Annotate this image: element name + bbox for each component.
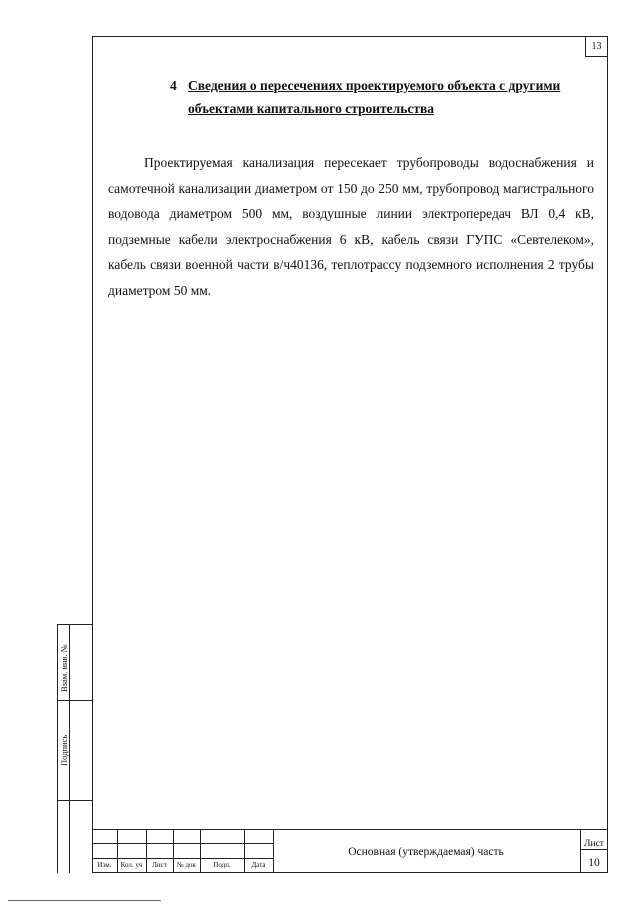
side-strip-line	[57, 800, 92, 801]
tb-line	[92, 843, 273, 844]
tb-line	[580, 849, 608, 850]
sheet-label: Лист	[584, 839, 604, 849]
side-strip-border-left	[57, 624, 58, 873]
tb-line	[92, 858, 273, 859]
page-number: 13	[585, 37, 607, 57]
col-data: Дата	[251, 861, 266, 869]
tb-line	[273, 829, 608, 830]
side-strip	[57, 624, 92, 873]
body-paragraph: Проектируемая канализация пересекает трубопроводы водоснабжения и самотечной канализации диаметром от 150 до 250 мм, трубопровод магистрального водовода диаметром 500 мм, воздушные линии электропередач ВЛ 0,4 кВ, подземные кабели электроснабжения 6 кВ, кабель связи ГУПС «Севтелеком», кабель связи военной части в/ч40136, теплотрассу подземного исполнения 2 трубы диаметром 50 мм.	[108, 155, 594, 298]
podpis-label: Подпись	[59, 734, 69, 766]
col-n-dok: № док	[177, 861, 196, 869]
title-block	[92, 829, 608, 873]
bottom-rule	[8, 900, 161, 901]
col-podp: Подп.	[213, 861, 231, 869]
col-list: Лист	[152, 861, 167, 869]
section-title: Сведения о пересечениях проектируемого объекта с другими объектами капитального строительства	[188, 78, 561, 116]
document-title: Основная (утверждаемая) часть	[348, 846, 504, 858]
side-strip-divider	[69, 624, 70, 873]
side-strip-line	[57, 700, 92, 701]
side-strip-top-line	[57, 624, 92, 625]
sheet-number: 10	[588, 857, 600, 869]
col-kol-uch: Кол. уч	[120, 861, 143, 869]
section-number: 4	[170, 78, 177, 93]
tb-line	[92, 829, 273, 830]
col-izm: Изм.	[97, 861, 112, 869]
vzam-inv-label: Взам. инв. №	[59, 644, 69, 692]
